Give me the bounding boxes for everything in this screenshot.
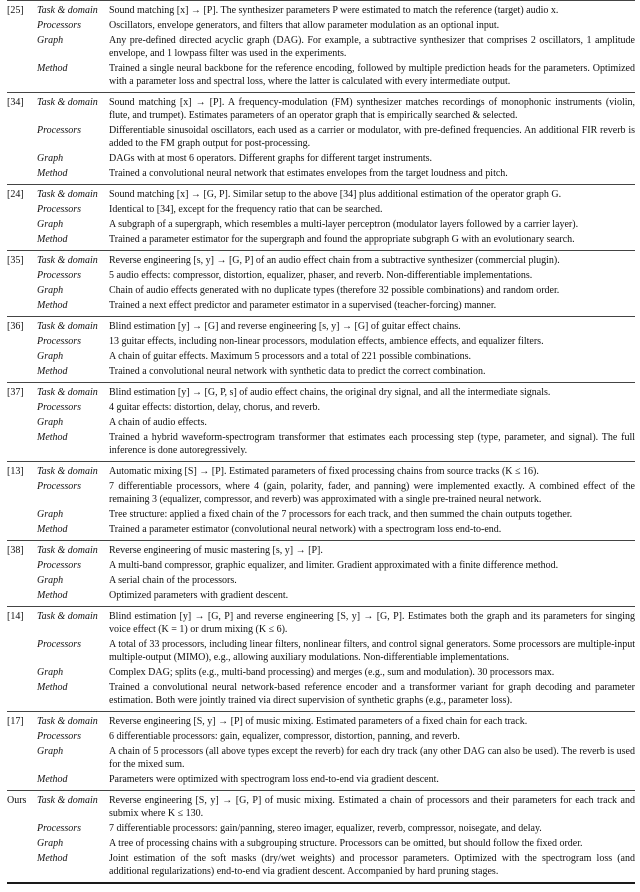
cell-text: 4 guitar effects: distortion, delay, chorus, and reverb. <box>109 402 321 413</box>
cell-text: Trained a convolutional neural network that estimates envelopes from the target loudness and pitch. <box>109 168 508 179</box>
table-row <box>7 93 635 124</box>
ref-cell <box>7 415 37 430</box>
table-row <box>7 637 635 665</box>
row-label: Task & domain <box>37 611 98 622</box>
ref-cell <box>7 851 37 883</box>
table-row <box>7 772 635 791</box>
ref-cell <box>7 364 37 383</box>
row-label: Task & domain <box>37 189 98 200</box>
table-row <box>7 541 635 559</box>
row-label: Task & domain <box>37 795 98 806</box>
cell-text: Joint estimation of the soft masks (dry/wet weights) and processor parameters. Optimized with the spectrogram loss (and additional regularizations) end-to-end via gradient descent. Accompanied by hard pruning stages. <box>109 853 635 877</box>
table-row <box>7 151 635 166</box>
cell-text: A chain of audio effects. <box>109 417 207 428</box>
table-group <box>7 383 635 462</box>
ref-cell: [24] <box>7 189 24 200</box>
row-label: Method <box>37 774 68 785</box>
ref-cell: [14] <box>7 611 24 622</box>
row-label: Task & domain <box>37 545 98 556</box>
table-row <box>7 479 635 507</box>
row-label: Graph <box>37 351 64 362</box>
row-label: Graph <box>37 35 64 46</box>
cell-text: Trained a single neural backbone for the reference encoding, followed by multiple prediction heads for the parameters. Optimized with a parameter loss and spectral loss, where the latter is calculated with every intermediate output. <box>109 63 635 87</box>
table-row <box>7 744 635 772</box>
cell-text: 5 audio effects: compressor, distortion, equalizer, phaser, and reverb. Non-differentiable implementations. <box>109 270 533 281</box>
table-row <box>7 462 635 480</box>
table-row <box>7 217 635 232</box>
table-row <box>7 851 635 883</box>
ref-cell <box>7 680 37 712</box>
table-row <box>7 588 635 607</box>
table-row <box>7 1 635 19</box>
ref-cell <box>7 202 37 217</box>
cell-text: 7 differentiable processors: gain/panning, stereo imager, equalizer, reverb, compressor, noisegate, and delay. <box>109 823 542 834</box>
ref-cell <box>7 400 37 415</box>
cell-text: 13 guitar effects, including non-linear processors, modulation effects, ambience effects, and equalizer filters. <box>109 336 544 347</box>
cell-text: A subgraph of a supergraph, which resembles a multi-layer perceptron (modulator layers followed by a carrier layer). <box>109 219 579 230</box>
cell-text: 6 differentiable processors: gain, equalizer, compressor, distortion, panning, and reverb. <box>109 731 460 742</box>
row-label: Task & domain <box>37 5 98 16</box>
row-label: Processors <box>37 639 82 650</box>
table-group <box>7 1 635 93</box>
row-label: Processors <box>37 560 82 571</box>
ref-cell <box>7 729 37 744</box>
row-label: Method <box>37 63 68 74</box>
row-label: Graph <box>37 575 64 586</box>
table-group <box>7 251 635 317</box>
ref-cell <box>7 479 37 507</box>
table-row <box>7 821 635 836</box>
ref-cell <box>7 298 37 317</box>
cell-text: A chain of guitar effects. Maximum 5 processors and a total of 221 possible combinations. <box>109 351 471 362</box>
table-group <box>7 791 635 884</box>
table-row <box>7 251 635 269</box>
table-row <box>7 18 635 33</box>
ref-cell <box>7 744 37 772</box>
comparison-table <box>7 0 635 884</box>
cell-text: A serial chain of the processors. <box>109 575 237 586</box>
row-label: Method <box>37 524 68 535</box>
ref-cell: [25] <box>7 5 24 16</box>
cell-text: DAGs with at most 6 operators. Different graphs for different target instruments. <box>109 153 432 164</box>
table-row <box>7 415 635 430</box>
row-label: Graph <box>37 509 64 520</box>
table-row <box>7 607 635 638</box>
ref-cell <box>7 268 37 283</box>
table-row <box>7 400 635 415</box>
ref-cell <box>7 665 37 680</box>
table-group <box>7 185 635 251</box>
row-label: Method <box>37 432 68 443</box>
cell-text: Blind estimation [y] → [G, P, s] of audio effect chains, the original dry signal, and all the intermediate signals. <box>109 387 551 398</box>
table-row <box>7 349 635 364</box>
table-row <box>7 185 635 203</box>
cell-text: Blind estimation [y] → [G] and reverse engineering [s, y] → [G] of guitar effect chains. <box>109 321 461 332</box>
table-row <box>7 430 635 462</box>
cell-text: Tree structure: applied a fixed chain of the 7 processors for each track, and then summed the chain outputs together. <box>109 509 573 520</box>
table-group <box>7 93 635 185</box>
row-label: Graph <box>37 219 64 230</box>
ref-cell <box>7 166 37 185</box>
row-label: Processors <box>37 20 82 31</box>
row-label: Method <box>37 234 68 245</box>
cell-text: A tree of processing chains with a subgrouping structure. Processors can be omitted, but should follow the fixed order. <box>109 838 583 849</box>
ref-cell: [38] <box>7 545 24 556</box>
cell-text: Chain of audio effects generated with no duplicate types (therefore 32 possible combinations) and random order. <box>109 285 560 296</box>
row-label: Method <box>37 682 68 693</box>
table-row <box>7 33 635 61</box>
ref-cell: [37] <box>7 387 24 398</box>
cell-text: Complex DAG; splits (e.g., multi-band processing) and merges (e.g., sum and modulation). 30 processors max. <box>109 667 555 678</box>
row-label: Method <box>37 853 68 864</box>
ref-cell <box>7 283 37 298</box>
cell-text: Differentiable sinusoidal oscillators, each used as a carrier or modulator, with pre-defined frequencies. An additional FIR reverb is added to the FM graph output for post-processing. <box>109 125 635 149</box>
row-label: Graph <box>37 285 64 296</box>
table-row <box>7 712 635 730</box>
cell-text: Reverse engineering [s, y] → [G, P] of an audio effect chain from a subtractive synthesizer (commercial plugin). <box>109 255 560 266</box>
table-group <box>7 462 635 541</box>
ref-cell: [36] <box>7 321 24 332</box>
table-row <box>7 558 635 573</box>
ref-cell: Ours <box>7 795 27 806</box>
table-row <box>7 268 635 283</box>
table-row <box>7 202 635 217</box>
table-row <box>7 123 635 151</box>
ref-cell: [13] <box>7 466 24 477</box>
row-label: Graph <box>37 746 64 757</box>
cell-text: Identical to [34], except for the frequency ratio that can be searched. <box>109 204 383 215</box>
cell-text: Trained a parameter estimator (convolutional neural network) with a spectrogram loss end-to-end. <box>109 524 502 535</box>
table-group <box>7 317 635 383</box>
table-row <box>7 791 635 822</box>
row-label: Processors <box>37 336 82 347</box>
table-row <box>7 522 635 541</box>
table-row <box>7 364 635 383</box>
ref-cell <box>7 588 37 607</box>
ref-cell <box>7 33 37 61</box>
row-label: Processors <box>37 731 82 742</box>
table-row <box>7 729 635 744</box>
row-label: Method <box>37 366 68 377</box>
row-label: Processors <box>37 823 82 834</box>
row-label: Graph <box>37 667 64 678</box>
table-row <box>7 232 635 251</box>
row-label: Task & domain <box>37 97 98 108</box>
ref-cell <box>7 123 37 151</box>
table-row <box>7 298 635 317</box>
row-label: Method <box>37 168 68 179</box>
ref-cell <box>7 573 37 588</box>
row-label: Task & domain <box>37 466 98 477</box>
row-label: Processors <box>37 481 82 492</box>
table-row <box>7 317 635 335</box>
ref-cell: [35] <box>7 255 24 266</box>
table-row <box>7 507 635 522</box>
row-label: Task & domain <box>37 387 98 398</box>
cell-text: Sound matching [x] → [G, P]. Similar setup to the above [34] plus additional estimation of the operator graph G. <box>109 189 562 200</box>
row-label: Method <box>37 590 68 601</box>
ref-cell <box>7 772 37 791</box>
table-row <box>7 283 635 298</box>
table-group <box>7 607 635 712</box>
row-label: Processors <box>37 402 82 413</box>
row-label: Graph <box>37 417 64 428</box>
row-label: Processors <box>37 204 82 215</box>
table-row <box>7 61 635 93</box>
table-row <box>7 383 635 401</box>
table-row <box>7 334 635 349</box>
cell-text: Oscillators, envelope generators, and filters that allow parameter modulation as an optional input. <box>109 20 500 31</box>
cell-text: A multi-band compressor, graphic equalizer, and limiter. Gradient approximated with a finite difference method. <box>109 560 559 571</box>
cell-text: Blind estimation [y] → [G, P] and reverse engineering [S, y] → [G, P]. Estimates both the graph and its parameters for singing voice effect (K = 1) or drum mixing (K ≤ 6). <box>109 611 635 635</box>
cell-text: Any pre-defined directed acyclic graph (DAG). For example, a subtractive synthesizer that comprises 2 oscillators, 1 amplitude envelope, and 1 lowpass filter was used in the experiments. <box>109 35 635 59</box>
ref-cell <box>7 349 37 364</box>
ref-cell <box>7 232 37 251</box>
cell-text: Reverse engineering [S, y] → [P] of music mixing. Estimated parameters of a fixed chain for each track. <box>109 716 528 727</box>
table-group <box>7 712 635 791</box>
cell-text: Trained a hybrid waveform-spectrogram transformer that estimates each processing step (type, parameter, and signal). The full inference is done autoregressively. <box>109 432 635 456</box>
cell-text: Trained a convolutional neural network-based reference encoder and a transformer variant for graph decoding and parameter estimation. Both were jointly trained via direct supervision of synthetic graphs (e.g., parameter loss). <box>109 682 635 706</box>
ref-cell <box>7 522 37 541</box>
cell-text: A chain of 5 processors (all above types except the reverb) for each dry track (any other DAG can also be used). The reverb is used for the mixed sum. <box>109 746 635 770</box>
row-label: Graph <box>37 153 64 164</box>
cell-text: Automatic mixing [S] → [P]. Estimated parameters of fixed processing chains from source tracks (K ≤ 16). <box>109 466 539 477</box>
ref-cell <box>7 821 37 836</box>
row-label: Processors <box>37 125 82 136</box>
cell-text: Trained a parameter estimator for the supergraph and found the appropriate subgraph G with an evolutionary search. <box>109 234 575 245</box>
row-label: Task & domain <box>37 321 98 332</box>
cell-text: A total of 33 processors, including linear filters, nonlinear filters, and control signal generators. Some processors are multiple-input multiple-output (MIMO), e.g., allowing auxiliary modulations. Non-differentiable implementations. <box>109 639 635 663</box>
cell-text: Sound matching [x] → [P]. A frequency-modulation (FM) synthesizer matches recordings of monophonic instruments (violin, flute, and trumpet). Estimates parameters of an operator graph that is empirically searched & selected. <box>109 97 635 121</box>
cell-text: 7 differentiable processors, where 4 (gain, polarity, fader, and panning) were implemented exactly. A combined effect of the remaining 3 (equalizer, compressor, and reverb) was approximated with a single pre-trained neural network. <box>109 481 635 505</box>
ref-cell <box>7 430 37 462</box>
ref-cell <box>7 836 37 851</box>
ref-cell <box>7 507 37 522</box>
table-group <box>7 541 635 607</box>
ref-cell <box>7 18 37 33</box>
cell-text: Trained a convolutional neural network with synthetic data to predict the correct combination. <box>109 366 486 377</box>
cell-text: Reverse engineering [S, y] → [G, P] of music mixing. Estimated a chain of processors and their parameters for each track and submix where K ≤ 130. <box>109 795 635 819</box>
ref-cell: [34] <box>7 97 24 108</box>
row-label: Method <box>37 300 68 311</box>
ref-cell <box>7 61 37 93</box>
table-row <box>7 680 635 712</box>
row-label: Processors <box>37 270 82 281</box>
ref-cell: [17] <box>7 716 24 727</box>
ref-cell <box>7 151 37 166</box>
ref-cell <box>7 637 37 665</box>
cell-text: Trained a next effect predictor and parameter estimator in a supervised (teacher-forcing) manner. <box>109 300 497 311</box>
row-label: Task & domain <box>37 716 98 727</box>
row-label: Task & domain <box>37 255 98 266</box>
table-row <box>7 573 635 588</box>
cell-text: Optimized parameters with gradient descent. <box>109 590 289 601</box>
cell-text: Sound matching [x] → [P]. The synthesizer parameters P were estimated to match the reference (target) audio x. <box>109 5 559 16</box>
table-row <box>7 166 635 185</box>
cell-text: Reverse engineering of music mastering [s, y] → [P]. <box>109 545 323 556</box>
table-row <box>7 665 635 680</box>
row-label: Graph <box>37 838 64 849</box>
cell-text: Parameters were optimized with spectrogram loss end-to-end via gradient descent. <box>109 774 439 785</box>
ref-cell <box>7 334 37 349</box>
table-row <box>7 836 635 851</box>
ref-cell <box>7 217 37 232</box>
ref-cell <box>7 558 37 573</box>
